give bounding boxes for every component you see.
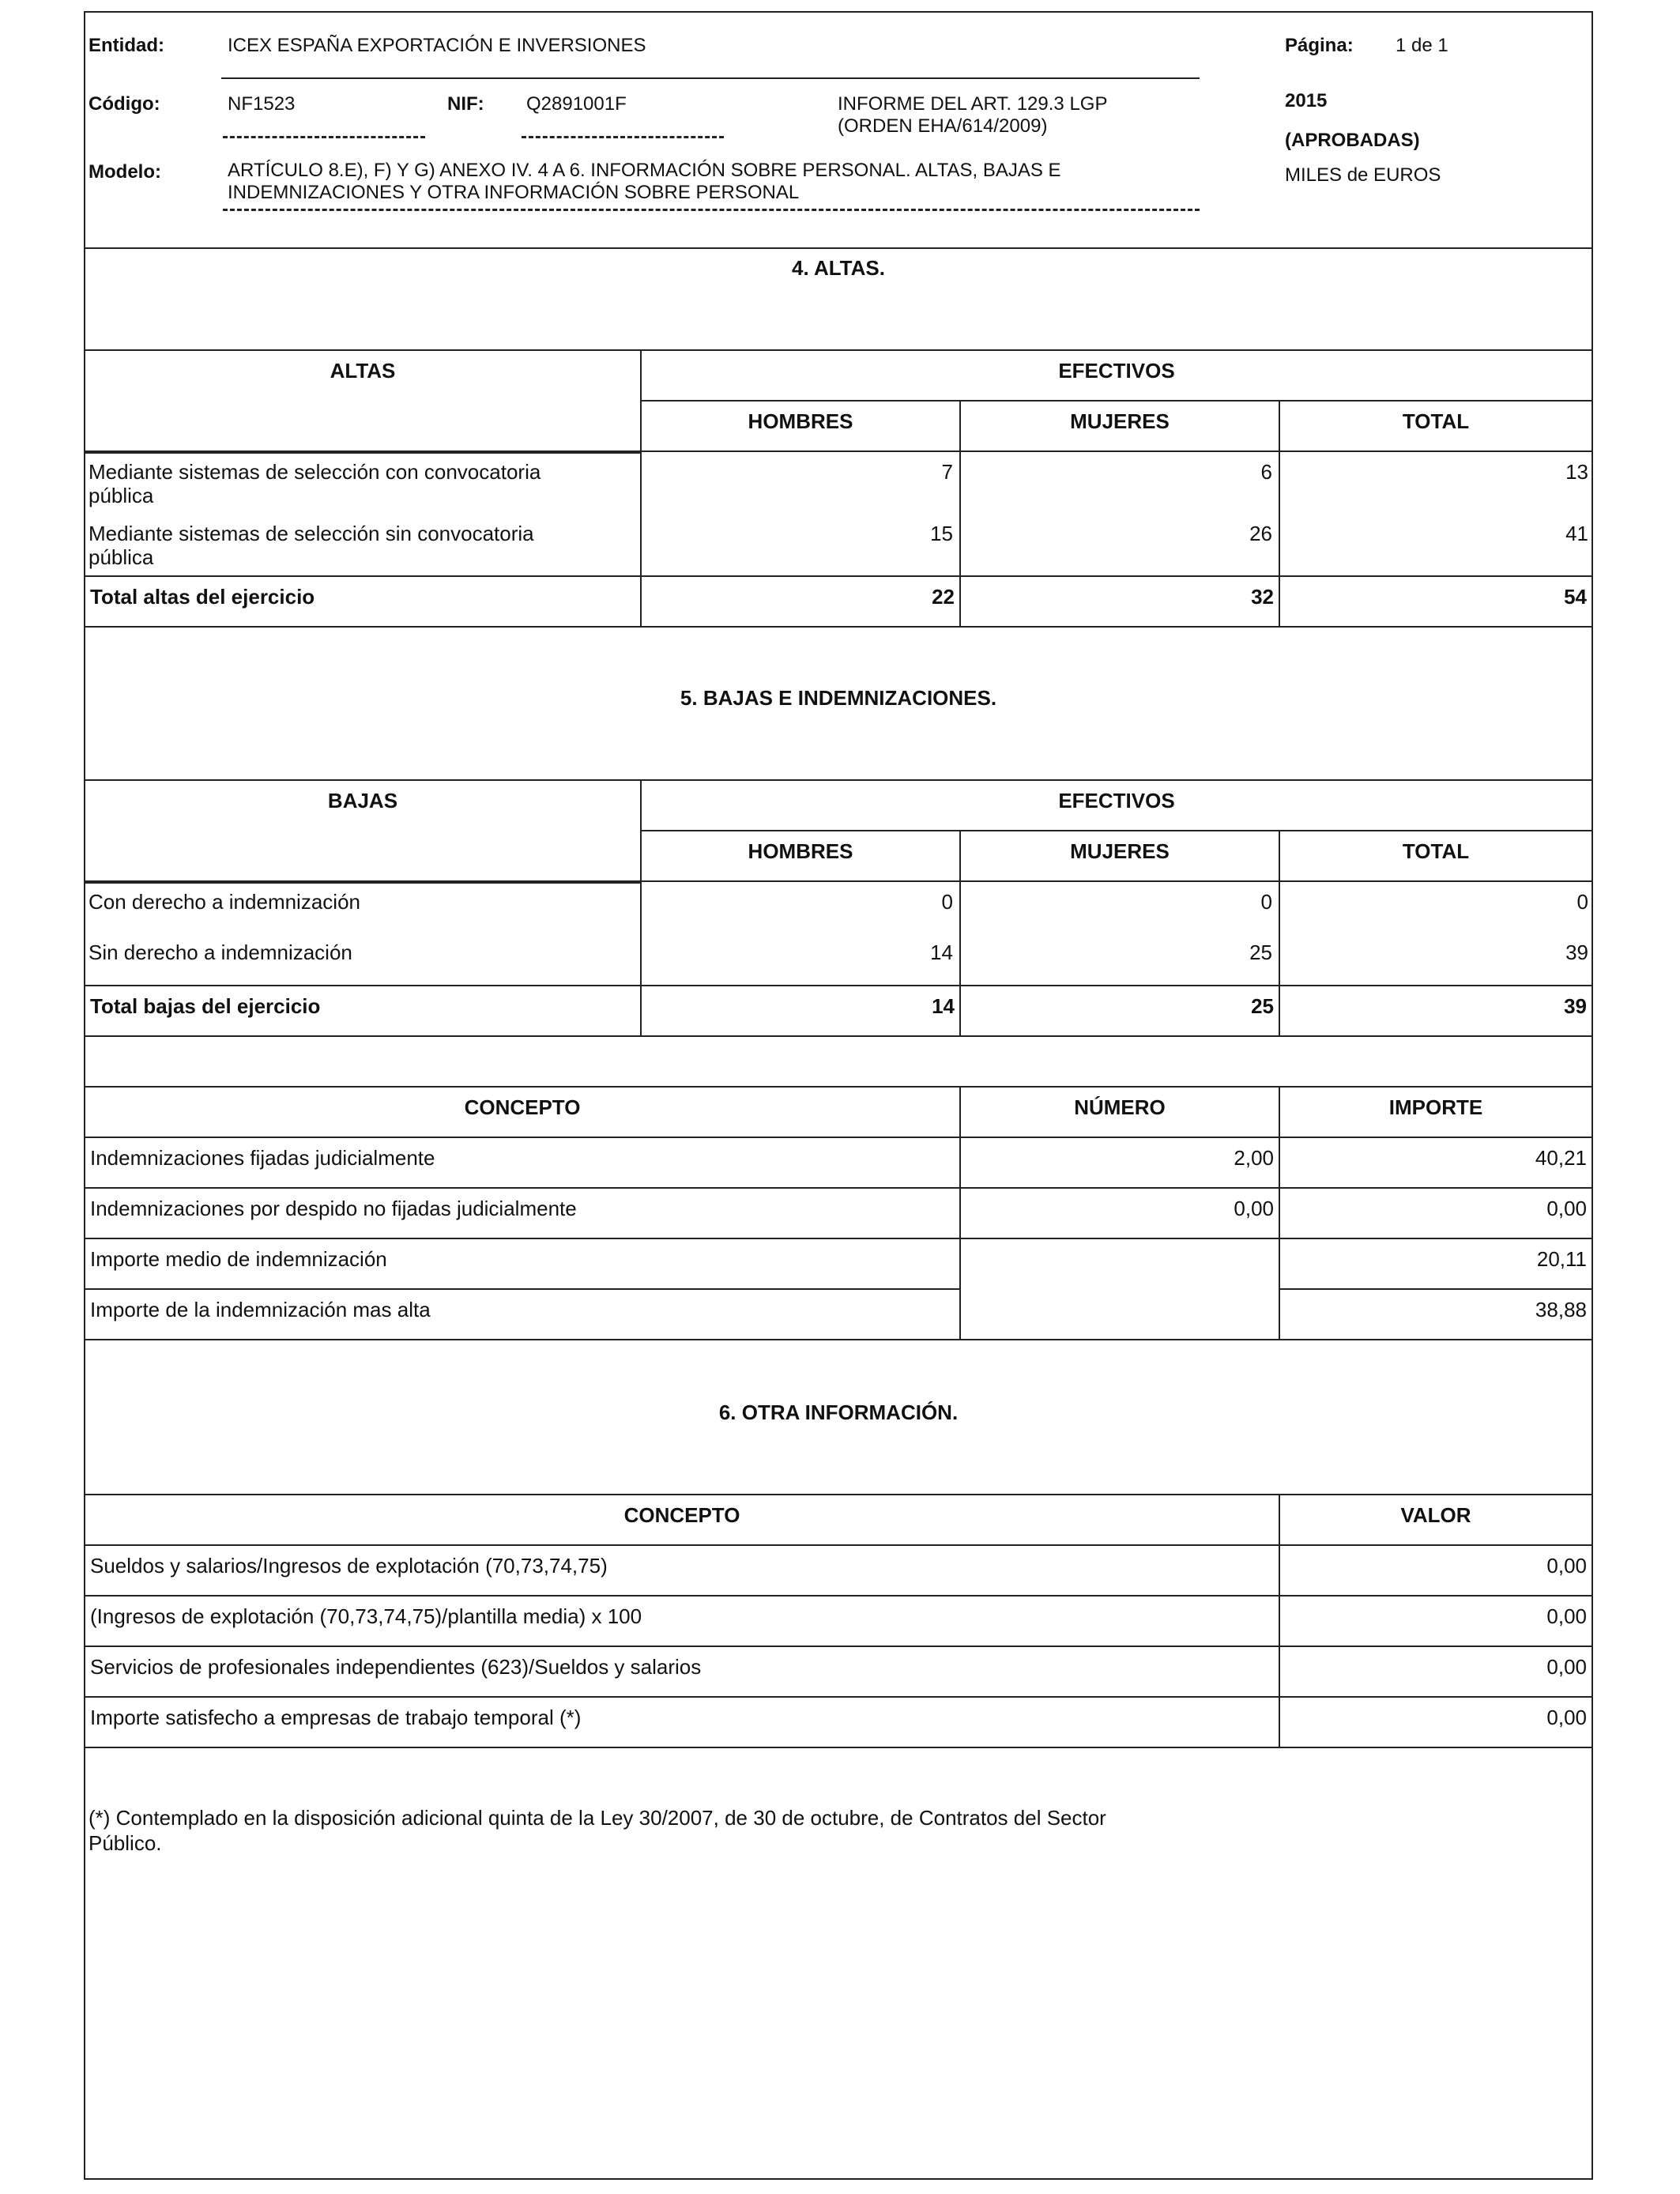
- bajas-total-hombres: 14: [640, 985, 961, 1037]
- bajas-row-1-mujeres: 0: [1260, 890, 1272, 914]
- nif-label: NIF:: [447, 93, 484, 115]
- otra-row-2-label: (Ingresos de explotación (70,73,74,75)/plantilla media) x 100: [84, 1595, 1280, 1647]
- bajas-total-total: 39: [1279, 985, 1593, 1037]
- footnote-line-2: Público.: [89, 1831, 162, 1855]
- altas-row-2-total: 41: [1565, 522, 1588, 545]
- indem-row-3-label: Importe medio de indemnización: [84, 1238, 961, 1290]
- altas-row-1-label: [89, 460, 541, 507]
- altas-row-1-label-line-1: Mediante sistemas de selección con convocatoria: [89, 460, 541, 484]
- indem-row-4-importe: 38,88: [1279, 1288, 1593, 1340]
- altas-row-2-label-line-2: pública: [89, 545, 154, 569]
- informe-line-1: INFORME DEL ART. 129.3 LGP: [838, 93, 1108, 115]
- codigo-value: NF1523: [228, 93, 296, 115]
- altas-row-2-label-line-1: Mediante sistemas de selección sin convocatoria: [89, 522, 534, 545]
- otra-row-3-label: Servicios de profesionales independientes (623)/Sueldos y salarios: [84, 1646, 1280, 1698]
- otra-concepto-header: CONCEPTO: [84, 1494, 1280, 1546]
- otra-row-2-valor: 0,00: [1279, 1595, 1593, 1647]
- indem-row-1-importe: 40,21: [1279, 1137, 1593, 1189]
- bajas-mujeres-header: MUJERES: [959, 830, 1280, 882]
- header-rule: [221, 77, 1200, 79]
- indem-row-1-numero: 2,00: [959, 1137, 1280, 1189]
- status: (APROBADAS): [1285, 130, 1420, 151]
- altas-hombres-header: HOMBRES: [640, 400, 961, 452]
- otra-row-1-valor: 0,00: [1279, 1544, 1593, 1596]
- codigo-label: Código:: [89, 93, 160, 115]
- otra-row-4-label: Importe satisfecho a empresas de trabajo temporal (*): [84, 1696, 1280, 1748]
- bajas-total-header: TOTAL: [1279, 830, 1593, 882]
- altas-row-2-hombres: 15: [930, 522, 953, 545]
- bajas-efectivos-header: EFECTIVOS: [640, 779, 1593, 831]
- indem-row-1-label: Indemnizaciones fijadas judicialmente: [84, 1137, 961, 1189]
- modelo-label: Modelo:: [89, 161, 161, 183]
- pagina-label: Página:: [1285, 35, 1354, 56]
- indem-row-2-importe: 0,00: [1279, 1187, 1593, 1239]
- altas-col-header: ALTAS: [84, 349, 642, 454]
- altas-row-1-hombres: 7: [941, 460, 953, 484]
- indem-concepto-header: CONCEPTO: [84, 1086, 961, 1138]
- modelo-underline: [223, 209, 1200, 211]
- informe-line-2: (ORDEN EHA/614/2009): [838, 115, 1048, 137]
- otra-row-1-label: Sueldos y salarios/Ingresos de explotación (70,73,74,75): [84, 1544, 1280, 1596]
- otra-title: 6. OTRA INFORMACIÓN.: [718, 1400, 959, 1424]
- indem-row-4-label: Importe de la indemnización mas alta: [84, 1288, 961, 1340]
- bajas-title: 5. BAJAS E INDEMNIZACIONES.: [680, 686, 997, 710]
- indem-numero-header: NÚMERO: [959, 1086, 1280, 1138]
- altas-row-1-label-line-2: pública: [89, 484, 154, 507]
- altas-row-2-mujeres: 26: [1249, 522, 1272, 545]
- indem-row-2-label: Indemnizaciones por despido no fijadas judicialmente: [84, 1187, 961, 1239]
- units: MILES de EUROS: [1285, 164, 1441, 186]
- bajas-row-2-mujeres: 25: [1249, 941, 1272, 964]
- indem-numero-empty-cell: [959, 1238, 1280, 1340]
- header-bottom-rule: [84, 247, 1593, 249]
- indem-importe-header: IMPORTE: [1279, 1086, 1593, 1138]
- bajas-hombres-header: HOMBRES: [640, 830, 961, 882]
- altas-total-hombres: 22: [640, 575, 961, 628]
- altas-total-header: TOTAL: [1279, 400, 1593, 452]
- bajas-row-2-total: 39: [1565, 941, 1588, 964]
- entidad-label: Entidad:: [89, 35, 164, 56]
- modelo-line-1: ARTÍCULO 8.E), F) Y G) ANEXO IV. 4 A 6. INFORMACIÓN SOBRE PERSONAL. ALTAS, BAJAS E: [228, 160, 1061, 181]
- pagina-value: 1 de 1: [1396, 35, 1448, 56]
- bajas-col-header: BAJAS: [84, 779, 642, 884]
- altas-row-1-total: 13: [1565, 460, 1588, 484]
- bajas-row-1-label: Con derecho a indemnización: [89, 890, 360, 914]
- bajas-total-label: Total bajas del ejercicio: [84, 985, 642, 1037]
- footnote-line-1: (*) Contemplado en la disposición adicional quinta de la Ley 30/2007, de 30 de octubre, de Contratos del Sector: [89, 1806, 1106, 1830]
- altas-row-2-label: [89, 522, 534, 569]
- bajas-row-1-total: 0: [1576, 890, 1588, 914]
- altas-total-total: 54: [1279, 575, 1593, 628]
- nif-underline: [522, 136, 724, 138]
- footnote: [89, 1805, 1106, 1856]
- modelo-line-2: INDEMNIZACIONES Y OTRA INFORMACIÓN SOBRE PERSONAL: [228, 182, 800, 203]
- altas-title: 4. ALTAS.: [792, 256, 885, 280]
- altas-mujeres-header: MUJERES: [959, 400, 1280, 452]
- otra-row-4-valor: 0,00: [1279, 1696, 1593, 1748]
- altas-efectivos-header: EFECTIVOS: [640, 349, 1593, 401]
- bajas-row-2-label: Sin derecho a indemnización: [89, 941, 352, 964]
- altas-row-1-mujeres: 6: [1260, 460, 1272, 484]
- nif-value: Q2891001F: [526, 93, 627, 115]
- altas-total-mujeres: 32: [959, 575, 1280, 628]
- indem-row-2-numero: 0,00: [959, 1187, 1280, 1239]
- otra-valor-header: VALOR: [1279, 1494, 1593, 1546]
- year: 2015: [1285, 90, 1328, 111]
- bajas-row-2-hombres: 14: [930, 941, 953, 964]
- bajas-row-1-hombres: 0: [941, 890, 953, 914]
- otra-row-3-valor: 0,00: [1279, 1646, 1593, 1698]
- codigo-underline: [223, 136, 425, 138]
- indem-row-3-importe: 20,11: [1279, 1238, 1593, 1290]
- altas-total-label: Total altas del ejercicio: [84, 575, 642, 628]
- entidad-value: ICEX ESPAÑA EXPORTACIÓN E INVERSIONES: [228, 35, 646, 56]
- bajas-total-mujeres: 25: [959, 985, 1280, 1037]
